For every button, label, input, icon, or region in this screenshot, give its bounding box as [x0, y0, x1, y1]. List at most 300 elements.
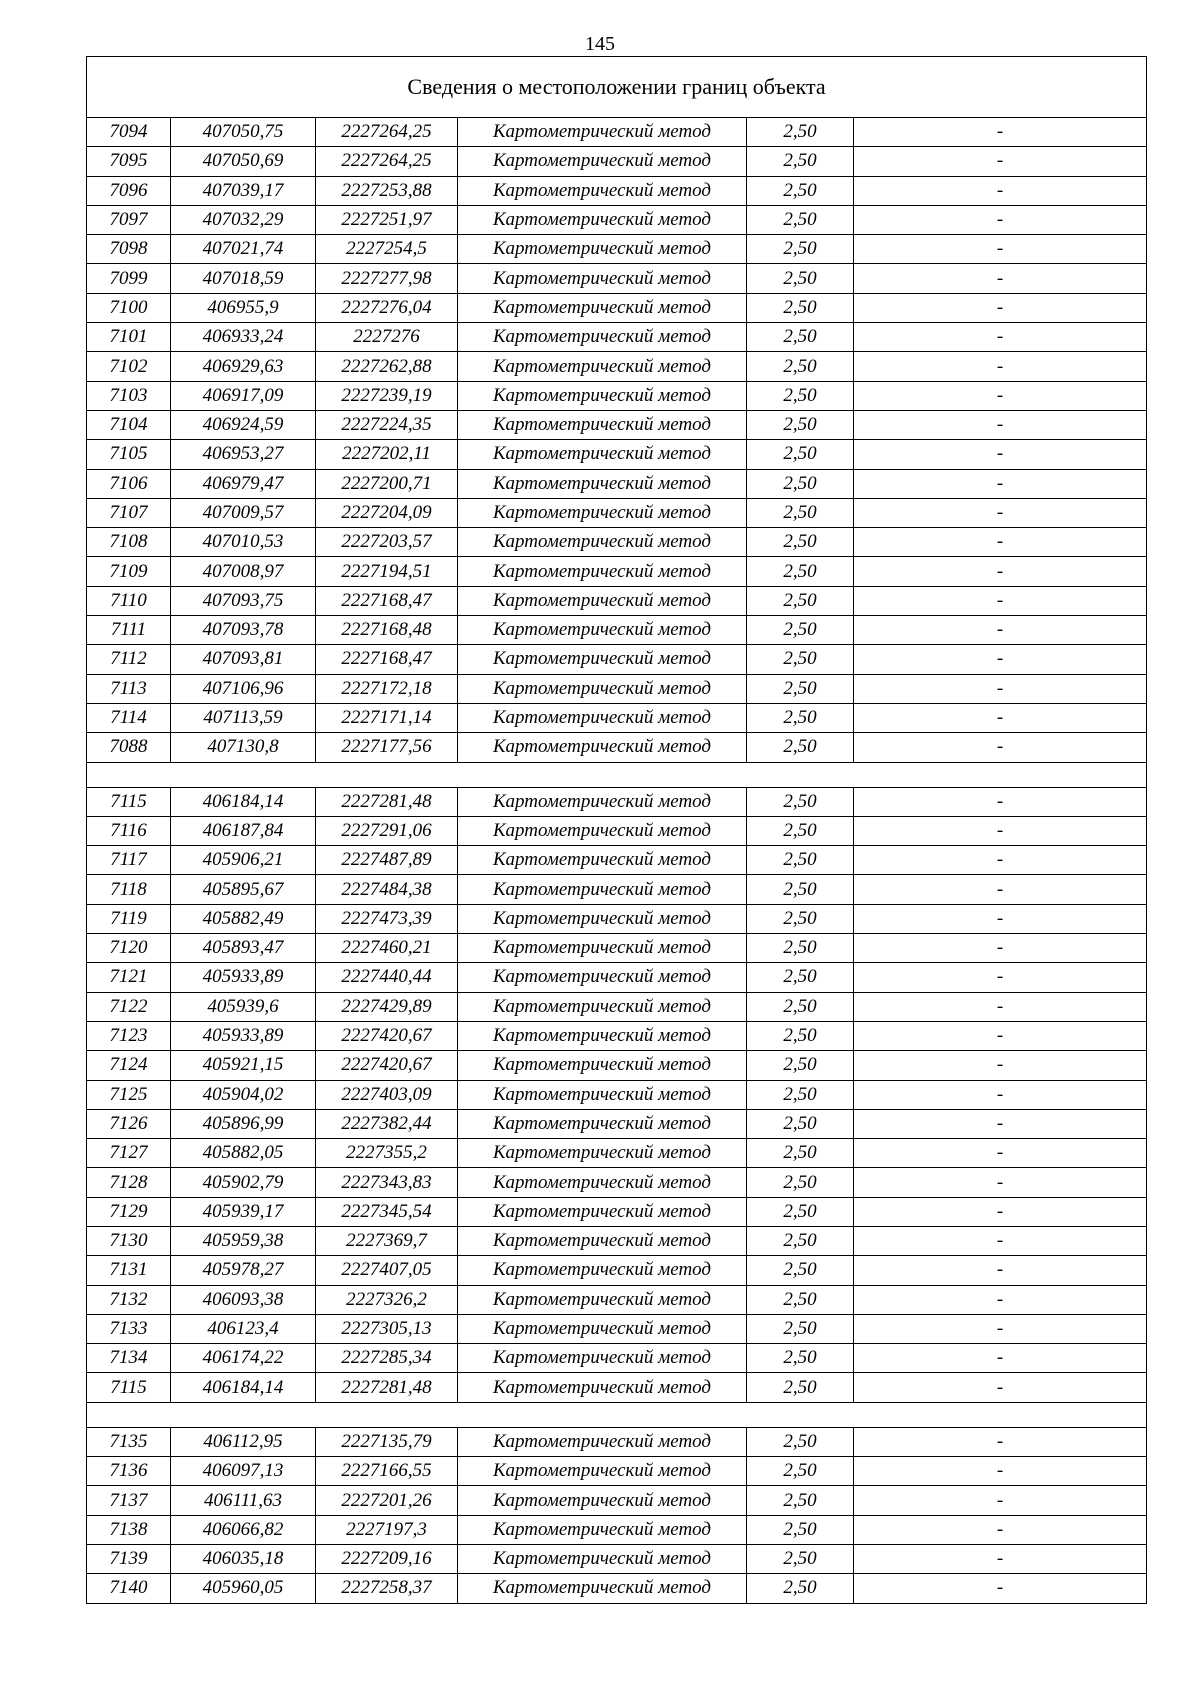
table-row — [87, 586, 1147, 615]
accuracy-cell: 2,50 — [747, 410, 854, 439]
x-coordinate-cell: 406111,63 — [171, 1486, 316, 1515]
table-row — [87, 264, 1147, 293]
table-row — [87, 352, 1147, 381]
y-coordinate-cell: 2227168,47 — [316, 645, 458, 674]
method-cell: Картометрический метод — [458, 293, 747, 322]
y-coordinate-cell: 2227305,13 — [316, 1314, 458, 1343]
method-cell: Картометрический метод — [458, 1344, 747, 1373]
method-cell: Картометрический метод — [458, 1373, 747, 1402]
method-cell: Картометрический метод — [458, 440, 747, 469]
point-number-cell: 7135 — [87, 1427, 171, 1456]
boundary-coordinates-table — [86, 56, 1147, 1604]
point-number-cell: 7103 — [87, 381, 171, 410]
accuracy-cell: 2,50 — [747, 264, 854, 293]
point-number-cell: 7118 — [87, 875, 171, 904]
point-number-cell: 7109 — [87, 557, 171, 586]
description-cell: - — [854, 1256, 1147, 1285]
method-cell: Картометрический метод — [458, 1080, 747, 1109]
table-row — [87, 1344, 1147, 1373]
y-coordinate-cell: 2227382,44 — [316, 1109, 458, 1138]
table-row — [87, 235, 1147, 264]
description-cell: - — [854, 846, 1147, 875]
table-row — [87, 528, 1147, 557]
accuracy-cell: 2,50 — [747, 1544, 854, 1573]
description-cell: - — [854, 235, 1147, 264]
y-coordinate-cell: 2227264,25 — [316, 147, 458, 176]
method-cell: Картометрический метод — [458, 1021, 747, 1050]
x-coordinate-cell: 406066,82 — [171, 1515, 316, 1544]
accuracy-cell: 2,50 — [747, 1168, 854, 1197]
x-coordinate-cell: 406933,24 — [171, 323, 316, 352]
point-number-cell: 7128 — [87, 1168, 171, 1197]
table-row — [87, 846, 1147, 875]
description-cell: - — [854, 264, 1147, 293]
point-number-cell: 7138 — [87, 1515, 171, 1544]
description-cell: - — [854, 1373, 1147, 1402]
method-cell: Картометрический метод — [458, 733, 747, 762]
table-row — [87, 645, 1147, 674]
x-coordinate-cell: 406929,63 — [171, 352, 316, 381]
table-row — [87, 381, 1147, 410]
x-coordinate-cell: 405960,05 — [171, 1574, 316, 1603]
description-cell: - — [854, 1109, 1147, 1138]
y-coordinate-cell: 2227166,55 — [316, 1457, 458, 1486]
table-row — [87, 118, 1147, 147]
y-coordinate-cell: 2227285,34 — [316, 1344, 458, 1373]
table-row — [87, 440, 1147, 469]
y-coordinate-cell: 2227171,14 — [316, 703, 458, 732]
table-row — [87, 1139, 1147, 1168]
description-cell: - — [854, 528, 1147, 557]
table-row — [87, 875, 1147, 904]
point-number-cell: 7131 — [87, 1256, 171, 1285]
table-row — [87, 323, 1147, 352]
method-cell: Картометрический метод — [458, 118, 747, 147]
table-row — [87, 1080, 1147, 1109]
accuracy-cell: 2,50 — [747, 469, 854, 498]
x-coordinate-cell: 406955,9 — [171, 293, 316, 322]
y-coordinate-cell: 2227281,48 — [316, 1373, 458, 1402]
accuracy-cell: 2,50 — [747, 440, 854, 469]
accuracy-cell: 2,50 — [747, 323, 854, 352]
method-cell: Картометрический метод — [458, 1109, 747, 1138]
accuracy-cell: 2,50 — [747, 498, 854, 527]
description-cell: - — [854, 1051, 1147, 1080]
method-cell: Картометрический метод — [458, 147, 747, 176]
point-number-cell: 7112 — [87, 645, 171, 674]
table-row — [87, 1574, 1147, 1603]
accuracy-cell: 2,50 — [747, 616, 854, 645]
y-coordinate-cell: 2227254,5 — [316, 235, 458, 264]
x-coordinate-cell: 405921,15 — [171, 1051, 316, 1080]
accuracy-cell: 2,50 — [747, 1314, 854, 1343]
method-cell: Картометрический метод — [458, 963, 747, 992]
method-cell: Картометрический метод — [458, 1427, 747, 1456]
description-cell: - — [854, 816, 1147, 845]
accuracy-cell: 2,50 — [747, 352, 854, 381]
description-cell: - — [854, 1457, 1147, 1486]
method-cell: Картометрический метод — [458, 1314, 747, 1343]
y-coordinate-cell: 2227197,3 — [316, 1515, 458, 1544]
point-number-cell: 7101 — [87, 323, 171, 352]
method-cell: Картометрический метод — [458, 1226, 747, 1255]
x-coordinate-cell: 407039,17 — [171, 176, 316, 205]
y-coordinate-cell: 2227277,98 — [316, 264, 458, 293]
x-coordinate-cell: 407093,75 — [171, 586, 316, 615]
y-coordinate-cell: 2227440,44 — [316, 963, 458, 992]
point-number-cell: 7122 — [87, 992, 171, 1021]
point-number-cell: 7136 — [87, 1457, 171, 1486]
accuracy-cell: 2,50 — [747, 1285, 854, 1314]
y-coordinate-cell: 2227291,06 — [316, 816, 458, 845]
description-cell: - — [854, 323, 1147, 352]
x-coordinate-cell: 407010,53 — [171, 528, 316, 557]
method-cell: Картометрический метод — [458, 498, 747, 527]
point-number-cell: 7120 — [87, 934, 171, 963]
x-coordinate-cell: 405882,49 — [171, 904, 316, 933]
method-cell: Картометрический метод — [458, 469, 747, 498]
x-coordinate-cell: 405933,89 — [171, 963, 316, 992]
y-coordinate-cell: 2227420,67 — [316, 1051, 458, 1080]
table-row — [87, 733, 1147, 762]
y-coordinate-cell: 2227168,48 — [316, 616, 458, 645]
description-cell: - — [854, 1574, 1147, 1603]
point-number-cell: 7130 — [87, 1226, 171, 1255]
method-cell: Картометрический метод — [458, 787, 747, 816]
point-number-cell: 7116 — [87, 816, 171, 845]
point-number-cell: 7125 — [87, 1080, 171, 1109]
y-coordinate-cell: 2227204,09 — [316, 498, 458, 527]
table-row — [87, 703, 1147, 732]
method-cell: Картометрический метод — [458, 616, 747, 645]
accuracy-cell: 2,50 — [747, 674, 854, 703]
accuracy-cell: 2,50 — [747, 875, 854, 904]
point-number-cell: 7126 — [87, 1109, 171, 1138]
table-row — [87, 1457, 1147, 1486]
description-cell: - — [854, 1314, 1147, 1343]
point-number-cell: 7113 — [87, 674, 171, 703]
x-coordinate-cell: 407093,78 — [171, 616, 316, 645]
accuracy-cell: 2,50 — [747, 1574, 854, 1603]
table-row — [87, 293, 1147, 322]
description-cell: - — [854, 1197, 1147, 1226]
table-title: Сведения о местоположении границ объекта — [87, 57, 1147, 118]
point-number-cell: 7095 — [87, 147, 171, 176]
x-coordinate-cell: 407009,57 — [171, 498, 316, 527]
accuracy-cell: 2,50 — [747, 1197, 854, 1226]
point-number-cell: 7117 — [87, 846, 171, 875]
table-row — [87, 1021, 1147, 1050]
y-coordinate-cell: 2227201,26 — [316, 1486, 458, 1515]
method-cell: Картометрический метод — [458, 645, 747, 674]
y-coordinate-cell: 2227264,25 — [316, 118, 458, 147]
accuracy-cell: 2,50 — [747, 235, 854, 264]
point-number-cell: 7139 — [87, 1544, 171, 1573]
method-cell: Картометрический метод — [458, 992, 747, 1021]
description-cell: - — [854, 787, 1147, 816]
x-coordinate-cell: 405882,05 — [171, 1139, 316, 1168]
table-row — [87, 1544, 1147, 1573]
x-coordinate-cell: 405904,02 — [171, 1080, 316, 1109]
point-number-cell: 7115 — [87, 1373, 171, 1402]
point-number-cell: 7100 — [87, 293, 171, 322]
table-row — [87, 674, 1147, 703]
method-cell: Картометрический метод — [458, 816, 747, 845]
y-coordinate-cell: 2227224,35 — [316, 410, 458, 439]
method-cell: Картометрический метод — [458, 264, 747, 293]
x-coordinate-cell: 406979,47 — [171, 469, 316, 498]
x-coordinate-cell: 407021,74 — [171, 235, 316, 264]
y-coordinate-cell: 2227487,89 — [316, 846, 458, 875]
description-cell: - — [854, 381, 1147, 410]
point-number-cell: 7107 — [87, 498, 171, 527]
table-row — [87, 963, 1147, 992]
table-row — [87, 1486, 1147, 1515]
y-coordinate-cell: 2227326,2 — [316, 1285, 458, 1314]
accuracy-cell: 2,50 — [747, 1515, 854, 1544]
x-coordinate-cell: 407032,29 — [171, 205, 316, 234]
accuracy-cell: 2,50 — [747, 787, 854, 816]
y-coordinate-cell: 2227276 — [316, 323, 458, 352]
accuracy-cell: 2,50 — [747, 1080, 854, 1109]
method-cell: Картометрический метод — [458, 528, 747, 557]
table-row — [87, 1427, 1147, 1456]
x-coordinate-cell: 407113,59 — [171, 703, 316, 732]
table-row — [87, 176, 1147, 205]
description-cell: - — [854, 352, 1147, 381]
method-cell: Картометрический метод — [458, 1139, 747, 1168]
x-coordinate-cell: 407093,81 — [171, 645, 316, 674]
table-row — [87, 147, 1147, 176]
accuracy-cell: 2,50 — [747, 118, 854, 147]
accuracy-cell: 2,50 — [747, 1256, 854, 1285]
method-cell: Картометрический метод — [458, 1051, 747, 1080]
description-cell: - — [854, 934, 1147, 963]
table-row — [87, 1168, 1147, 1197]
method-cell: Картометрический метод — [458, 557, 747, 586]
accuracy-cell: 2,50 — [747, 733, 854, 762]
accuracy-cell: 2,50 — [747, 1486, 854, 1515]
point-number-cell: 7106 — [87, 469, 171, 498]
description-cell: - — [854, 1427, 1147, 1456]
x-coordinate-cell: 405978,27 — [171, 1256, 316, 1285]
description-cell: - — [854, 557, 1147, 586]
x-coordinate-cell: 406112,95 — [171, 1427, 316, 1456]
point-number-cell: 7119 — [87, 904, 171, 933]
table-row — [87, 816, 1147, 845]
y-coordinate-cell: 2227429,89 — [316, 992, 458, 1021]
method-cell: Картометрический метод — [458, 176, 747, 205]
description-cell: - — [854, 176, 1147, 205]
table-row — [87, 469, 1147, 498]
description-cell: - — [854, 1344, 1147, 1373]
point-number-cell: 7105 — [87, 440, 171, 469]
y-coordinate-cell: 2227460,21 — [316, 934, 458, 963]
table-row — [87, 1515, 1147, 1544]
accuracy-cell: 2,50 — [747, 557, 854, 586]
point-number-cell: 7115 — [87, 787, 171, 816]
accuracy-cell: 2,50 — [747, 205, 854, 234]
method-cell: Картометрический метод — [458, 904, 747, 933]
point-number-cell: 7108 — [87, 528, 171, 557]
method-cell: Картометрический метод — [458, 235, 747, 264]
description-cell: - — [854, 674, 1147, 703]
accuracy-cell: 2,50 — [747, 1373, 854, 1402]
description-cell: - — [854, 645, 1147, 674]
x-coordinate-cell: 406184,14 — [171, 1373, 316, 1402]
x-coordinate-cell: 406093,38 — [171, 1285, 316, 1314]
y-coordinate-cell: 2227135,79 — [316, 1427, 458, 1456]
method-cell: Картометрический метод — [458, 1486, 747, 1515]
description-cell: - — [854, 118, 1147, 147]
x-coordinate-cell: 405902,79 — [171, 1168, 316, 1197]
x-coordinate-cell: 405893,47 — [171, 934, 316, 963]
accuracy-cell: 2,50 — [747, 293, 854, 322]
accuracy-cell: 2,50 — [747, 1226, 854, 1255]
x-coordinate-cell: 406123,4 — [171, 1314, 316, 1343]
accuracy-cell: 2,50 — [747, 1139, 854, 1168]
description-cell: - — [854, 1021, 1147, 1050]
description-cell: - — [854, 963, 1147, 992]
table-body — [87, 57, 1147, 1604]
accuracy-cell: 2,50 — [747, 381, 854, 410]
method-cell: Картометрический метод — [458, 875, 747, 904]
y-coordinate-cell: 2227420,67 — [316, 1021, 458, 1050]
y-coordinate-cell: 2227281,48 — [316, 787, 458, 816]
description-cell: - — [854, 1486, 1147, 1515]
description-cell: - — [854, 410, 1147, 439]
method-cell: Картометрический метод — [458, 934, 747, 963]
accuracy-cell: 2,50 — [747, 904, 854, 933]
y-coordinate-cell: 2227343,83 — [316, 1168, 458, 1197]
method-cell: Картометрический метод — [458, 1197, 747, 1226]
table-row — [87, 1314, 1147, 1343]
point-number-cell: 7094 — [87, 118, 171, 147]
y-coordinate-cell: 2227484,38 — [316, 875, 458, 904]
point-number-cell: 7127 — [87, 1139, 171, 1168]
accuracy-cell: 2,50 — [747, 1344, 854, 1373]
point-number-cell: 7114 — [87, 703, 171, 732]
description-cell: - — [854, 440, 1147, 469]
description-cell: - — [854, 875, 1147, 904]
accuracy-cell: 2,50 — [747, 1109, 854, 1138]
method-cell: Картометрический метод — [458, 1515, 747, 1544]
y-coordinate-cell: 2227345,54 — [316, 1197, 458, 1226]
method-cell: Картометрический метод — [458, 381, 747, 410]
point-number-cell: 7133 — [87, 1314, 171, 1343]
method-cell: Картометрический метод — [458, 1457, 747, 1486]
y-coordinate-cell: 2227262,88 — [316, 352, 458, 381]
x-coordinate-cell: 406924,59 — [171, 410, 316, 439]
table-row — [87, 992, 1147, 1021]
accuracy-cell: 2,50 — [747, 934, 854, 963]
x-coordinate-cell: 407050,75 — [171, 118, 316, 147]
x-coordinate-cell: 407130,8 — [171, 733, 316, 762]
table-row — [87, 787, 1147, 816]
description-cell: - — [854, 205, 1147, 234]
group-separator — [87, 1402, 1147, 1427]
method-cell: Картометрический метод — [458, 703, 747, 732]
method-cell: Картометрический метод — [458, 1285, 747, 1314]
point-number-cell: 7124 — [87, 1051, 171, 1080]
point-number-cell: 7110 — [87, 586, 171, 615]
table-row — [87, 1373, 1147, 1402]
group-separator-row — [87, 1402, 1147, 1427]
table-row — [87, 205, 1147, 234]
x-coordinate-cell: 406953,27 — [171, 440, 316, 469]
method-cell: Картометрический метод — [458, 323, 747, 352]
x-coordinate-cell: 405933,89 — [171, 1021, 316, 1050]
y-coordinate-cell: 2227276,04 — [316, 293, 458, 322]
point-number-cell: 7088 — [87, 733, 171, 762]
table-row — [87, 1109, 1147, 1138]
table-row — [87, 1197, 1147, 1226]
x-coordinate-cell: 406187,84 — [171, 816, 316, 845]
point-number-cell: 7123 — [87, 1021, 171, 1050]
method-cell: Картометрический метод — [458, 410, 747, 439]
method-cell: Картометрический метод — [458, 1544, 747, 1573]
y-coordinate-cell: 2227253,88 — [316, 176, 458, 205]
description-cell: - — [854, 1285, 1147, 1314]
method-cell: Картометрический метод — [458, 674, 747, 703]
point-number-cell: 7132 — [87, 1285, 171, 1314]
page-number: 145 — [585, 33, 615, 55]
description-cell: - — [854, 147, 1147, 176]
description-cell: - — [854, 1226, 1147, 1255]
group-separator-row — [87, 762, 1147, 787]
table-row — [87, 616, 1147, 645]
description-cell: - — [854, 904, 1147, 933]
accuracy-cell: 2,50 — [747, 176, 854, 205]
accuracy-cell: 2,50 — [747, 1051, 854, 1080]
y-coordinate-cell: 2227407,05 — [316, 1256, 458, 1285]
x-coordinate-cell: 405939,17 — [171, 1197, 316, 1226]
y-coordinate-cell: 2227172,18 — [316, 674, 458, 703]
accuracy-cell: 2,50 — [747, 645, 854, 674]
point-number-cell: 7102 — [87, 352, 171, 381]
y-coordinate-cell: 2227239,19 — [316, 381, 458, 410]
method-cell: Картометрический метод — [458, 1168, 747, 1197]
y-coordinate-cell: 2227200,71 — [316, 469, 458, 498]
point-number-cell: 7111 — [87, 616, 171, 645]
x-coordinate-cell: 405906,21 — [171, 846, 316, 875]
method-cell: Картометрический метод — [458, 846, 747, 875]
y-coordinate-cell: 2227369,7 — [316, 1226, 458, 1255]
x-coordinate-cell: 407050,69 — [171, 147, 316, 176]
x-coordinate-cell: 407106,96 — [171, 674, 316, 703]
table-title-row — [87, 57, 1147, 118]
table-row — [87, 557, 1147, 586]
y-coordinate-cell: 2227177,56 — [316, 733, 458, 762]
table-row — [87, 934, 1147, 963]
method-cell: Картометрический метод — [458, 1256, 747, 1285]
description-cell: - — [854, 992, 1147, 1021]
y-coordinate-cell: 2227355,2 — [316, 1139, 458, 1168]
y-coordinate-cell: 2227168,47 — [316, 586, 458, 615]
y-coordinate-cell: 2227202,11 — [316, 440, 458, 469]
method-cell: Картометрический метод — [458, 1574, 747, 1603]
y-coordinate-cell: 2227194,51 — [316, 557, 458, 586]
y-coordinate-cell: 2227403,09 — [316, 1080, 458, 1109]
x-coordinate-cell: 406917,09 — [171, 381, 316, 410]
point-number-cell: 7104 — [87, 410, 171, 439]
x-coordinate-cell: 406035,18 — [171, 1544, 316, 1573]
table-row — [87, 1285, 1147, 1314]
point-number-cell: 7134 — [87, 1344, 171, 1373]
y-coordinate-cell: 2227251,97 — [316, 205, 458, 234]
point-number-cell: 7096 — [87, 176, 171, 205]
point-number-cell: 7121 — [87, 963, 171, 992]
